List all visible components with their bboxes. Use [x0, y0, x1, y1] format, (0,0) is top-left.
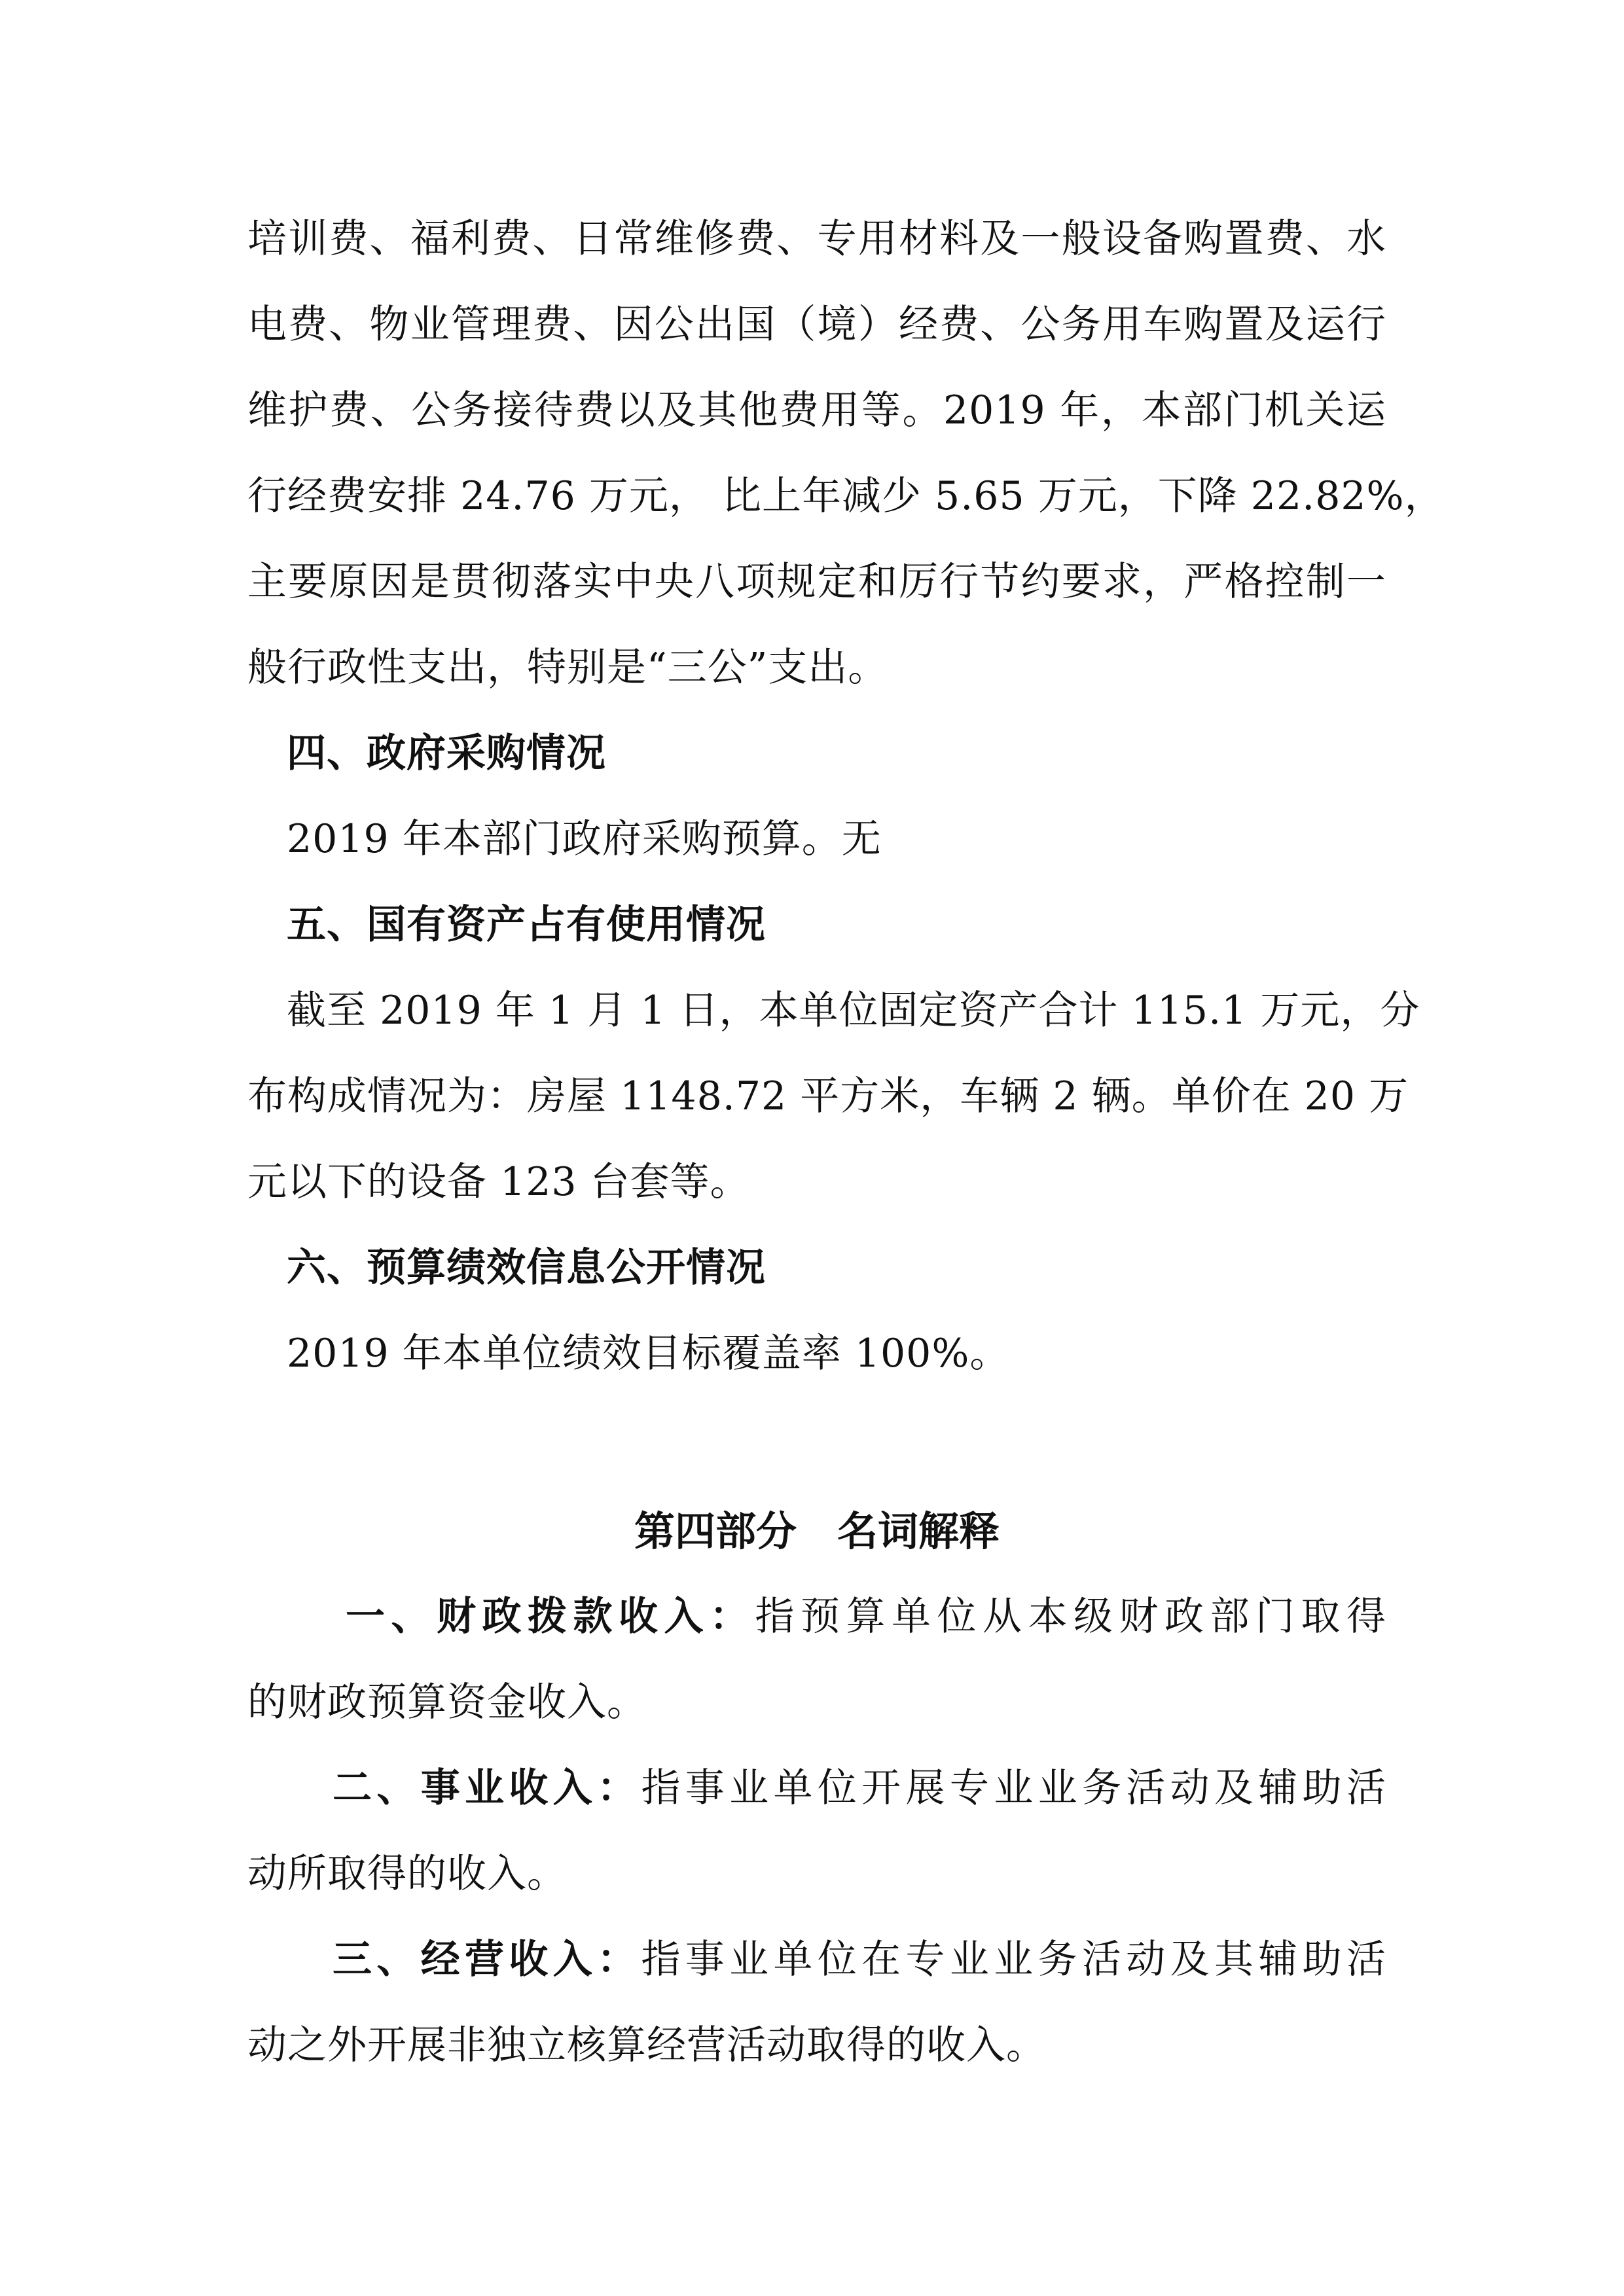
paragraph-line: 电费、物业管理费、因公出国（境）经费、公务用车购置及运行 — [247, 302, 1386, 348]
paragraph-line: 的财政预算资金收入。 — [247, 1679, 647, 1725]
section-heading-assets: 五、国有资产占有使用情况 — [287, 902, 766, 948]
paragraph-line: 动之外开展非独立核算经营活动取得的收入。 — [247, 2022, 1046, 2068]
term-definition — [247, 1746, 1386, 1917]
paragraph-line: 布构成情况为：房屋 1148.72 平方米，车辆 2 辆。单价在 20 万 — [247, 1073, 1409, 1119]
section-spacer — [247, 1397, 1386, 1488]
term-label: 二、事业收入： — [333, 1765, 641, 1811]
term-label: 一、财政拨款收入： — [346, 1594, 755, 1640]
paragraph-line — [247, 1746, 1386, 1831]
paragraph-line: 截至 2019 年 1 月 1 日，本单位固定资产合计 115.1 万元，分 — [287, 988, 1420, 1033]
intro-paragraph — [247, 196, 1445, 711]
paragraph-line: 元以下的设备 123 台套等。 — [247, 1159, 750, 1205]
performance-text: 2019 年本单位绩效目标覆盖率 100%。 — [287, 1331, 1010, 1376]
procurement-text: 2019 年本部门政府采购预算。无 — [287, 816, 882, 862]
assets-paragraph — [247, 968, 1420, 1225]
term-label: 三、经营收入： — [333, 1937, 641, 1982]
paragraph-line: 般行政性支出，特别是“三公”支出。 — [247, 645, 888, 691]
section-heading-procurement: 四、政府采购情况 — [287, 730, 606, 776]
term-definition — [247, 1574, 1386, 1746]
part-four-title: 第四部分 名词解释 — [634, 1507, 1000, 1555]
section-heading-performance: 六、预算绩效信息公开情况 — [287, 1245, 766, 1291]
document-page — [247, 196, 1445, 2089]
term-text: 指事业单位开展专业业务活动及辅助活 — [641, 1765, 1387, 1811]
paragraph-line: 维护费、公务接待费以及其他费用等。2019 年，本部门机关运 — [247, 387, 1386, 433]
term-text: 指预算单位从本级财政部门取得 — [755, 1594, 1386, 1640]
paragraph-line — [247, 1917, 1386, 2003]
paragraph-line: 培训费、福利费、日常维修费、专用材料及一般设备购置费、水 — [247, 216, 1386, 262]
term-text: 指事业单位在专业业务活动及其辅助活 — [641, 1937, 1387, 1982]
paragraph-line: 主要原因是贯彻落实中央八项规定和厉行节约要求，严格控制一 — [247, 559, 1386, 605]
paragraph-line: 行经费安排 24.76 万元， 比上年减少 5.65 万元，下降 22.82%， — [247, 473, 1445, 519]
term-definition — [247, 1917, 1386, 2089]
paragraph-line — [247, 1574, 1386, 1660]
paragraph-line: 动所取得的收入。 — [247, 1851, 567, 1897]
